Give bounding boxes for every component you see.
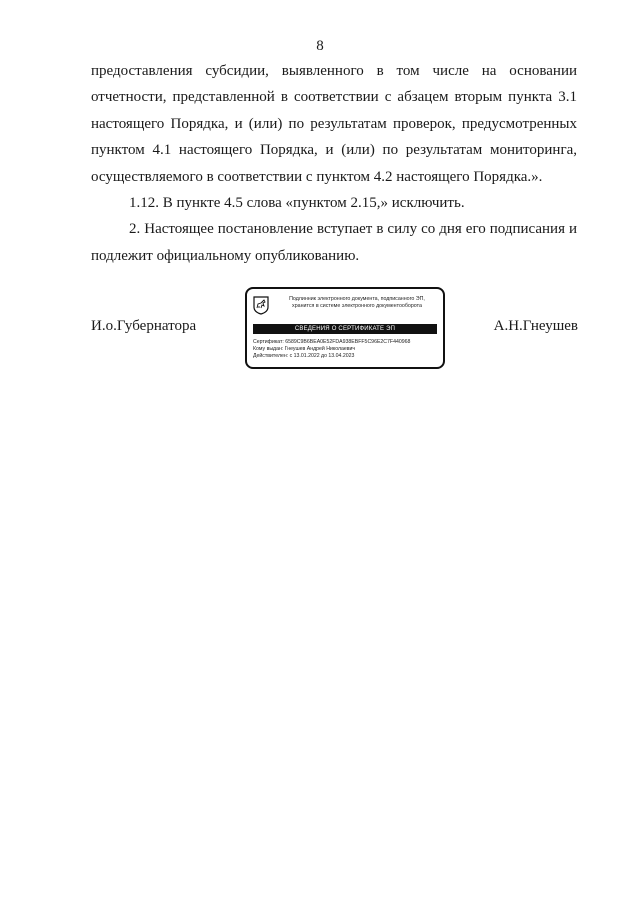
stamp-header-line: Подлинник электронного документа, подписанного ЭП, xyxy=(289,296,425,302)
stamp-valid: Действителен: с 13.01.2022 до 13.04.2023 xyxy=(253,353,355,359)
signatory-name: А.Н.Гнеушев xyxy=(493,318,578,334)
stamp-header xyxy=(273,296,441,310)
stamp-title: СВЕДЕНИЯ О СЕРТИФИКАТЕ ЭП xyxy=(253,324,437,334)
paragraph-2: 2. Настоящее постановление вступает в силу со дня его подписания и подлежит официальному опубликованию. xyxy=(91,221,577,264)
signatory-position: И.о.Губернатора xyxy=(91,318,197,334)
e-signature-stamp xyxy=(245,287,445,369)
stamp-certificate: Сертификат: 6589C9B6BEA0E52FDA938EBFF5C96E2C7F440968 xyxy=(253,339,411,345)
paragraph-1-12: 1.12. В пункте 4.5 слова «пунктом 2.15,» исключить. xyxy=(129,195,465,212)
page-number: 8 xyxy=(316,38,324,54)
stamp-header-line: хранится в системе электронного документооборота xyxy=(292,303,422,309)
paragraph-continuation: предоставления субсидии, выявленного в том числе на основании отчетности, представленной в соответствии с абзацем вторым пункта 3.1 настоящего Порядка, и (или) по результатам проверок, предусмотренных пунктом 4.1 настоящего Порядка, и (или) по результатам мониторинга, осуществляемого в соответствии с пунктом 4.2 настоящего Порядка.». xyxy=(91,63,577,185)
stamp-issued-to: Кому выдан: Гнеушев Андрей Николаевич xyxy=(253,346,356,352)
stamp-details xyxy=(253,339,441,360)
coat-of-arms-icon xyxy=(253,296,269,315)
document-body xyxy=(91,58,577,269)
